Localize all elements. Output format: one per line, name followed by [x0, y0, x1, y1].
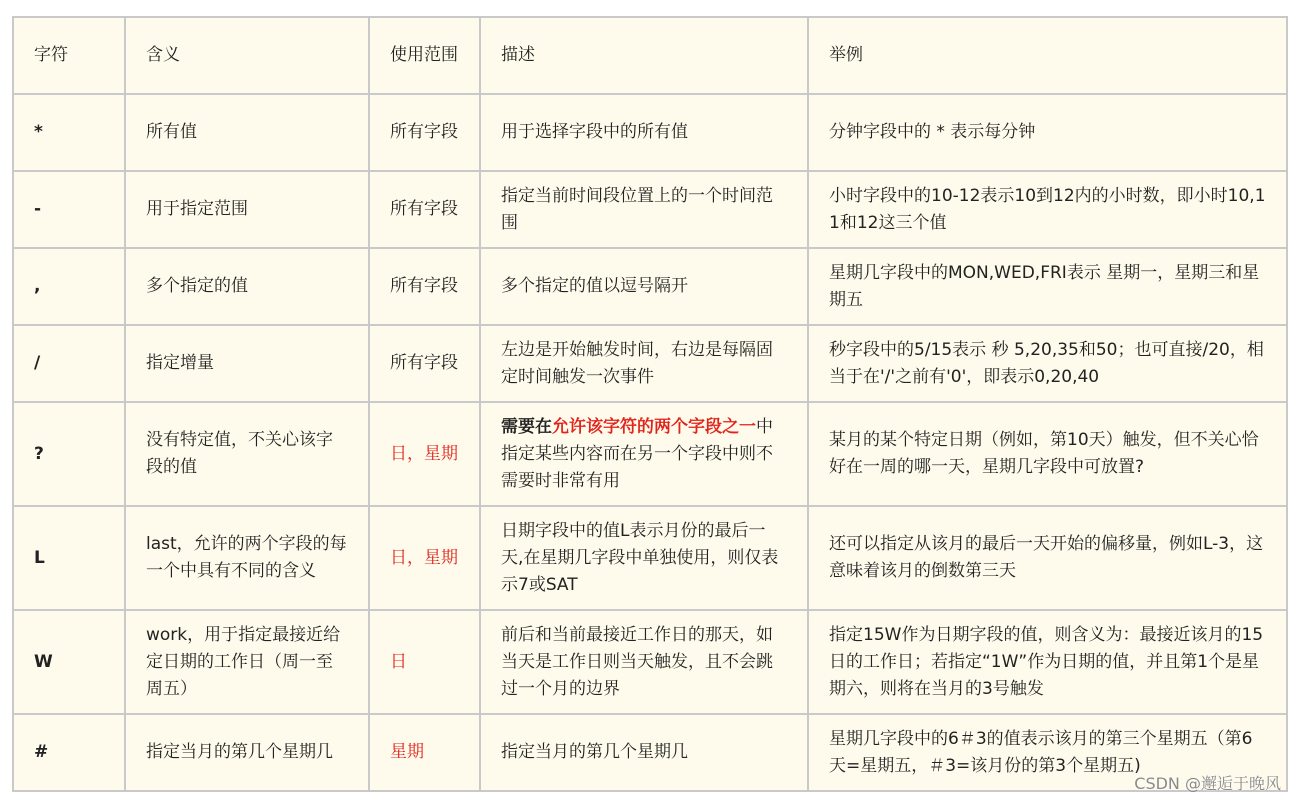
row-scope: 日，星期	[369, 506, 480, 610]
row-scope: 所有字段	[369, 325, 480, 402]
row-description: 日期字段中的值L表示月份的最后一天,在星期几字段中单独使用，则仅表示7或SAT	[480, 506, 808, 610]
row-scope: 所有字段	[369, 171, 480, 248]
row-char: *	[13, 94, 125, 171]
row-meaning: 指定当月的第几个星期几	[125, 714, 369, 791]
row-char: L	[13, 506, 125, 610]
table-row	[13, 610, 1287, 714]
row-scope: 日，星期	[369, 402, 480, 506]
row-description: 左边是开始触发时间，右边是每隔固定时间触发一次事件	[480, 325, 808, 402]
table-row	[13, 402, 1287, 506]
header-scope: 使用范围	[369, 17, 480, 94]
row-scope: 星期	[369, 714, 480, 791]
header-example: 举例	[808, 17, 1287, 94]
description-suffix: 中指定某些内容而在另一个字段中则不需要时非常有用	[501, 416, 773, 491]
row-meaning: 没有特定值，不关心该字段的值	[125, 402, 369, 506]
row-description: 前后和当前最接近工作日的那天，如当天是工作日则当天触发，且不会跳过一个月的边界	[480, 610, 808, 714]
row-example: 星期几字段中的MON,WED,FRI表示 星期一，星期三和星期五	[808, 248, 1287, 325]
row-meaning: work，用于指定最接近给定日期的工作日（周一至周五）	[125, 610, 369, 714]
row-meaning: 多个指定的值	[125, 248, 369, 325]
row-meaning: last，允许的两个字段的每一个中具有不同的含义	[125, 506, 369, 610]
row-example: 秒字段中的5/15表示 秒 5,20,35和50；也可直接/20，相当于在'/'之前有'0'，即表示0,20,40	[808, 325, 1287, 402]
table-row	[13, 325, 1287, 402]
table-header-row	[13, 17, 1287, 94]
row-meaning: 指定增量	[125, 325, 369, 402]
table-row	[13, 714, 1287, 791]
csdn-watermark: CSDN @邂逅于晚风	[1134, 774, 1281, 793]
table-row	[13, 248, 1287, 325]
table-row	[13, 506, 1287, 610]
row-scope: 所有字段	[369, 94, 480, 171]
description-highlight: 允许该字符的两个字段之一	[552, 416, 756, 437]
row-example: 星期几字段中的6＃3的值表示该月的第三个星期五（第6天=星期五，＃3=该月份的第3个星期五)	[808, 714, 1287, 791]
row-description: 多个指定的值以逗号隔开	[480, 248, 808, 325]
row-scope: 所有字段	[369, 248, 480, 325]
row-meaning: 用于指定范围	[125, 171, 369, 248]
row-description: 用于选择字段中的所有值	[480, 94, 808, 171]
row-example: 某月的某个特定日期（例如，第10天）触发，但不关心恰好在一周的哪一天，星期几字段中可放置?	[808, 402, 1287, 506]
table-row	[13, 94, 1287, 171]
description-prefix: 需要在	[501, 416, 552, 437]
row-meaning: 所有值	[125, 94, 369, 171]
header-char: 字符	[13, 17, 125, 94]
table-row	[13, 171, 1287, 248]
row-char: ,	[13, 248, 125, 325]
row-example: 还可以指定从该月的最后一天开始的偏移量，例如L-3，这意味着该月的倒数第三天	[808, 506, 1287, 610]
row-char: -	[13, 171, 125, 248]
header-meaning: 含义	[125, 17, 369, 94]
row-example: 小时字段中的10-12表示10到12内的小时数，即小时10,11和12这三个值	[808, 171, 1287, 248]
header-description: 描述	[480, 17, 808, 94]
row-char: #	[13, 714, 125, 791]
row-example: 指定15W作为日期字段的值，则含义为：最接近该月的15日的工作日；若指定“1W”作为日期的值，并且第1个是星期六，则将在当月的3号触发	[808, 610, 1287, 714]
row-description: 指定当月的第几个星期几	[480, 714, 808, 791]
cron-special-characters-table	[12, 16, 1288, 792]
row-scope: 日	[369, 610, 480, 714]
row-char: /	[13, 325, 125, 402]
cron-special-characters-table-container	[12, 16, 1279, 792]
row-description: 指定当前时间段位置上的一个时间范围	[480, 171, 808, 248]
row-example: 分钟字段中的 * 表示每分钟	[808, 94, 1287, 171]
row-char: ?	[13, 402, 125, 506]
row-char: W	[13, 610, 125, 714]
row-description	[480, 402, 808, 506]
